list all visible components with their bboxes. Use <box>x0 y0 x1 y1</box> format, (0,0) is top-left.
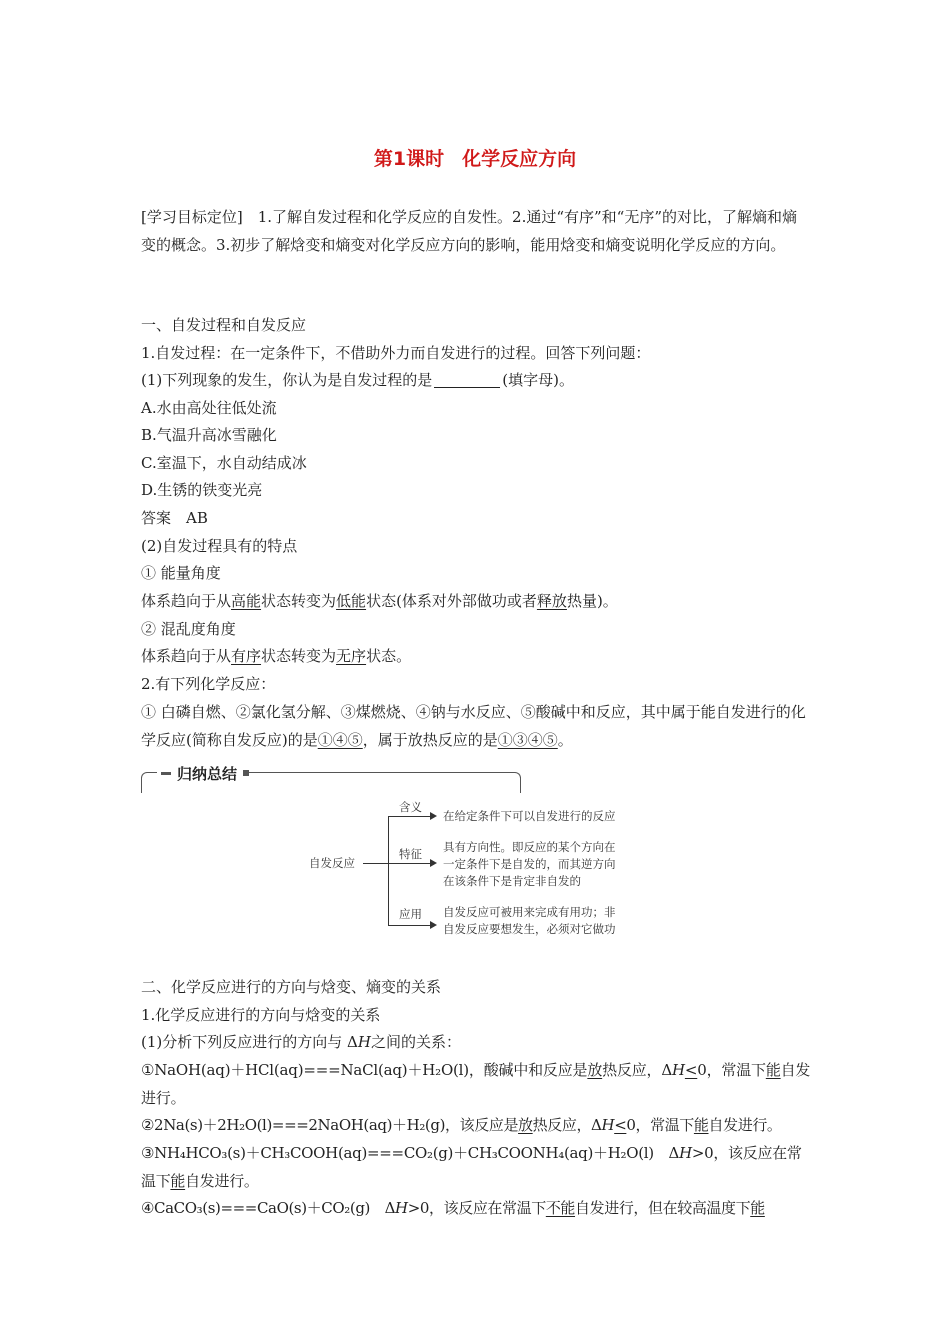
filled-answer: 能 <box>693 1116 709 1134</box>
text-span: ，属于放热反应的是 <box>362 731 498 749</box>
option-b: B.气温升高冰雪融化 <box>141 426 277 444</box>
branch-name-meaning: 含义 <box>399 800 422 814</box>
italic-symbol: H <box>672 1061 685 1079</box>
s2-item1: 1.化学反应进行的方向与焓变的关系 <box>141 1006 381 1024</box>
summary-label: 归纳总结 <box>157 763 245 784</box>
q1-suffix: (填字母)。 <box>502 371 574 389</box>
objectives-label: [学习目标定位] <box>141 208 243 226</box>
text-span: 自发进行，但在较高温度下 <box>575 1199 751 1217</box>
question-1 <box>141 366 574 394</box>
option-d: D.生锈的铁变光亮 <box>141 481 263 499</box>
filled-answer: 放 <box>518 1116 533 1134</box>
s2-question-1 <box>141 1028 461 1056</box>
lesson-number: 第1课时 <box>373 148 445 170</box>
text-span: 热量)。 <box>566 592 618 610</box>
section2-heading: 二、化学反应进行的方向与焓变、熵变的关系 <box>141 978 442 996</box>
filled-answer: 不能 <box>545 1199 576 1217</box>
italic-symbol: H <box>395 1199 408 1217</box>
s1-item2: 2.有下列化学反应： <box>141 675 276 693</box>
text-span: 状态(体系对外部做功或者 <box>366 592 537 610</box>
branch-feature-line: 具有方向性。即反应的某个方向在 <box>443 840 616 854</box>
text-span: 状态转变为 <box>261 647 337 665</box>
option-a: A.水由高处往低处流 <box>141 399 277 417</box>
filled-answer: 高能 <box>231 592 262 610</box>
reactions-text <box>141 698 811 754</box>
branch-application-line: 自发反应要想发生，必须对它做功 <box>443 922 616 936</box>
arrow-icon <box>430 812 437 820</box>
branch-line-1 <box>388 816 432 817</box>
text-span: 体系趋向于从 <box>141 592 232 610</box>
filled-answer: ①③④⑤ <box>497 731 558 749</box>
branch-name-application: 应用 <box>399 907 422 921</box>
diagram-stem <box>363 863 389 864</box>
diagram-root: 自发反应 <box>309 856 355 870</box>
reaction-1 <box>141 1056 811 1112</box>
text-span: 自发进行。 <box>708 1116 782 1134</box>
lesson-topic: 化学反应方向 <box>462 148 577 170</box>
text-span: 状态。 <box>366 647 412 665</box>
text-span: 0，常温下 <box>697 1061 766 1079</box>
reaction-3 <box>141 1139 811 1195</box>
reaction-4 <box>141 1194 765 1222</box>
filled-answer: 无序 <box>336 647 367 665</box>
branch-name-feature: 特征 <box>399 847 422 861</box>
text-span: 体系趋向于从 <box>141 647 232 665</box>
filled-answer: 能 <box>765 1061 781 1079</box>
italic-symbol: H <box>357 1033 371 1051</box>
answer: 答案 AB <box>141 509 208 527</box>
text-span: 。 <box>557 731 573 749</box>
text-span: 自发进行。 <box>141 1061 811 1107</box>
italic-symbol: H <box>679 1144 692 1162</box>
q1-text: (1)下列现象的发生，你认为是自发过程的是 <box>141 371 433 389</box>
filled-answer: 释放 <box>536 592 567 610</box>
diagram-bracket <box>388 816 389 926</box>
disorder-text <box>141 642 411 670</box>
arrow-icon <box>430 859 437 867</box>
text-span: ① 白磷自燃、②氯化氢分解、③煤燃烧、④钠与水反应、⑤酸碱中和反应，其中属于能自发进行的化学反应(简称自发反应)的是 <box>141 703 806 749</box>
energy-title: ① 能量角度 <box>141 564 221 582</box>
branch-line-3 <box>388 925 432 926</box>
section1-heading: 一、自发过程和自发反应 <box>141 316 307 334</box>
text-span: (1)分析下列反应进行的方向与 Δ <box>141 1033 358 1051</box>
filled-answer: 低能 <box>336 592 367 610</box>
text-span: >0，该反应在常温下 <box>407 1199 546 1217</box>
italic-symbol: H <box>601 1116 615 1134</box>
filled-answer: < <box>614 1116 627 1134</box>
branch-meaning-line: 在给定条件下可以自发进行的反应 <box>443 809 616 823</box>
branch-line-2 <box>388 863 432 864</box>
text-span: 热反应，Δ <box>532 1116 602 1134</box>
text-span: 热反应，Δ <box>602 1061 672 1079</box>
branch-application-line: 自发反应可被用来完成有用功；非 <box>443 905 616 919</box>
filled-answer: 有序 <box>231 647 262 665</box>
s1-item1: 1.自发过程：在一定条件下，不借助外力而自发进行的过程。回答下列问题： <box>141 344 651 362</box>
branch-feature-line: 在该条件下是肯定非自发的 <box>443 874 581 888</box>
energy-text <box>141 587 618 615</box>
filled-answer: 能 <box>170 1172 186 1190</box>
text-span: 状态转变为 <box>261 592 337 610</box>
disorder-title: ② 混乱度角度 <box>141 620 236 638</box>
arrow-icon <box>430 921 437 929</box>
option-c: C.室温下，水自动结成冰 <box>141 454 307 472</box>
learning-objectives <box>141 203 811 259</box>
text-span: ④CaCO₃(s)===CaO(s)＋CO₂(g) Δ <box>141 1199 396 1217</box>
answer-blank <box>434 371 500 388</box>
page-title <box>0 144 950 171</box>
text-span: 0，常温下 <box>626 1116 694 1134</box>
text-span: ③NH₄HCO₃(s)＋CH₃COOH(aq)===CO₂(g)＋CH₃COONH₄(aq)＋H₂O(l) Δ <box>141 1144 680 1162</box>
text-span: 之间的关系： <box>370 1033 461 1051</box>
branch-feature-line: 一定条件下是自发的，而其逆方向 <box>443 857 616 871</box>
filled-answer: 能 <box>750 1199 765 1217</box>
filled-answer: < <box>684 1061 698 1079</box>
objectives-text: 1.了解自发过程和化学反应的自发性。2.通过“有序”和“无序”的对比，了解熵和熵变的概念。3.初步了解焓变和熵变对化学反应方向的影响，能用焓变和熵变说明化学反应的方向。 <box>141 208 798 254</box>
text-span: ②2Na(s)＋2H₂O(l)===2NaOH(aq)＋H₂(g)，该反应是 <box>141 1116 519 1134</box>
filled-answer: 放 <box>587 1061 603 1079</box>
question-2: (2)自发过程具有的特点 <box>141 537 298 555</box>
reaction-2 <box>141 1111 782 1139</box>
text-span: >0，该反应在常温下 <box>141 1144 802 1190</box>
text-span: 自发进行。 <box>185 1172 259 1190</box>
filled-answer: ①④⑤ <box>317 731 363 749</box>
text-span: ①NaOH(aq)＋HCl(aq)===NaCl(aq)＋H₂O(l)，酸碱中和反应是 <box>141 1061 588 1079</box>
